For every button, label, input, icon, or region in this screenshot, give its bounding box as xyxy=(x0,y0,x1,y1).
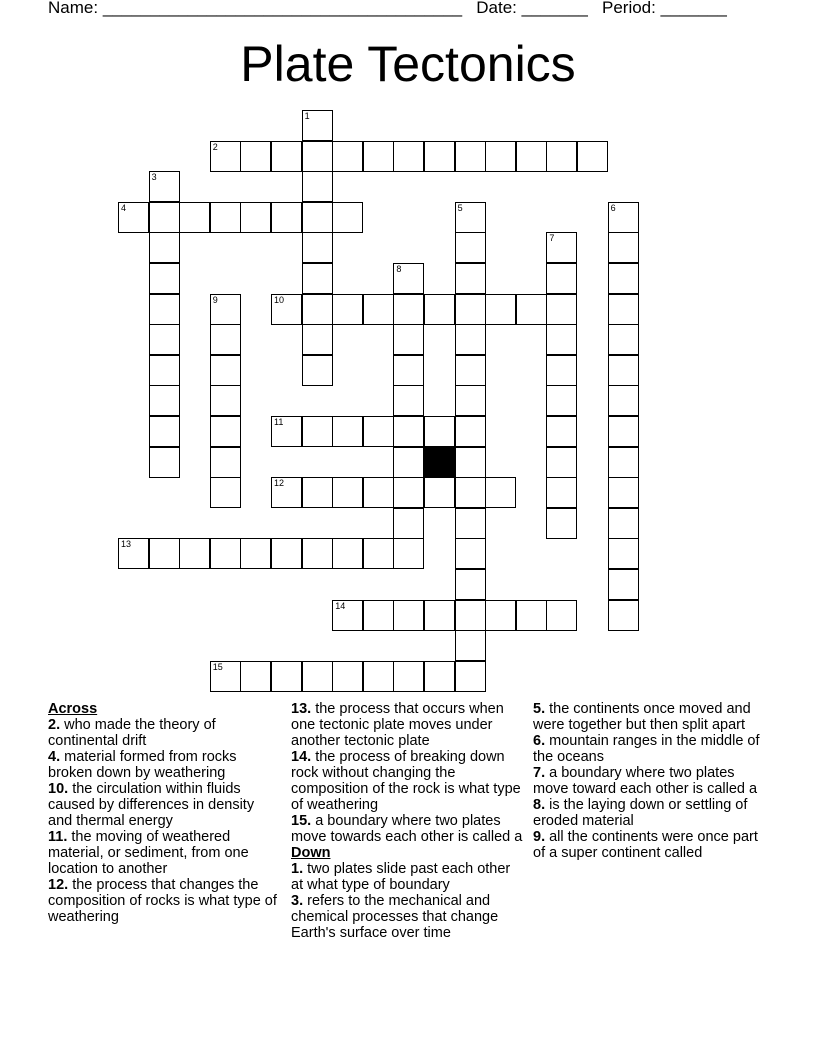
clue-item xyxy=(291,893,523,941)
grid-cell[interactable] xyxy=(149,171,180,202)
grid-cell[interactable] xyxy=(393,538,424,569)
clue-text: mountain ranges in the middle of the oceans xyxy=(533,733,760,765)
grid-cell[interactable] xyxy=(149,355,180,386)
grid-cell[interactable] xyxy=(485,600,516,631)
clue-item xyxy=(533,797,773,829)
clue-number: 6. xyxy=(533,733,546,749)
grid-cell[interactable] xyxy=(608,477,639,508)
clue-text: the process that occurs when one tectonic plate moves under another tectonic plate xyxy=(291,701,504,749)
clue-item xyxy=(533,829,773,861)
clue-number: 9. xyxy=(533,829,546,845)
grid-cell[interactable] xyxy=(332,202,363,233)
clue-item xyxy=(48,717,280,749)
grid-cell[interactable] xyxy=(485,477,516,508)
grid-cell[interactable] xyxy=(363,416,394,447)
grid-cell[interactable] xyxy=(271,661,302,692)
grid-cell[interactable] xyxy=(546,600,577,631)
grid-cell[interactable] xyxy=(393,447,424,478)
grid-cell[interactable] xyxy=(363,294,394,325)
clue-number-label: 11 xyxy=(274,417,284,427)
grid-cell[interactable] xyxy=(608,202,639,233)
grid-cell[interactable] xyxy=(271,416,302,447)
black-cell xyxy=(424,447,455,478)
clues-column-1 xyxy=(48,701,280,925)
grid-cell[interactable] xyxy=(608,538,639,569)
grid-cell[interactable] xyxy=(455,447,486,478)
grid-cell[interactable] xyxy=(271,477,302,508)
across-heading: Across xyxy=(48,701,98,717)
grid-cell[interactable] xyxy=(546,477,577,508)
grid-cell[interactable] xyxy=(149,263,180,294)
clue-item xyxy=(533,701,773,733)
grid-cell[interactable] xyxy=(455,416,486,447)
clue-item xyxy=(291,861,523,893)
clue-number-label: 9 xyxy=(212,294,218,305)
grid-cell[interactable] xyxy=(302,110,333,141)
grid-cell[interactable] xyxy=(271,141,302,172)
grid-cell[interactable] xyxy=(455,661,486,692)
grid-cell[interactable] xyxy=(149,202,180,233)
grid-cell[interactable] xyxy=(271,538,302,569)
grid-cell[interactable] xyxy=(424,661,455,692)
clue-number-label: 8 xyxy=(396,264,402,274)
clue-item xyxy=(291,701,523,749)
grid-cell[interactable] xyxy=(424,416,455,447)
grid-cell[interactable] xyxy=(424,294,455,325)
grid-cell[interactable] xyxy=(332,416,363,447)
grid-cell[interactable] xyxy=(393,141,424,172)
grid-cell[interactable] xyxy=(608,569,639,600)
grid-cell[interactable] xyxy=(516,600,547,631)
clue-text: is the laying down or settling of eroded material xyxy=(533,797,748,829)
grid-cell[interactable] xyxy=(608,294,639,325)
grid-cell[interactable] xyxy=(608,263,639,294)
grid-cell[interactable] xyxy=(149,447,180,478)
grid-cell[interactable] xyxy=(393,355,424,386)
grid-cell[interactable] xyxy=(393,416,424,447)
grid-cell[interactable] xyxy=(240,141,271,172)
grid-cell[interactable] xyxy=(546,385,577,416)
grid-cell[interactable] xyxy=(455,202,486,233)
grid-cell[interactable] xyxy=(516,294,547,325)
grid-cell[interactable] xyxy=(149,538,180,569)
grid-cell[interactable] xyxy=(363,538,394,569)
grid-cell[interactable] xyxy=(302,661,333,692)
clue-text: the continents once moved and were together but then split apart xyxy=(533,701,751,733)
grid-cell[interactable] xyxy=(302,355,333,386)
name-label: Name: xyxy=(48,0,99,17)
clue-item xyxy=(533,765,773,797)
grid-cell[interactable] xyxy=(393,263,424,294)
down-heading: Down xyxy=(291,845,331,861)
grid-cell[interactable] xyxy=(271,294,302,325)
grid-cell[interactable] xyxy=(393,508,424,539)
grid-cell[interactable] xyxy=(485,294,516,325)
clue-text: who made the theory of continental drift xyxy=(48,717,216,749)
clue-number: 11. xyxy=(48,829,68,845)
clue-number-label: 13 xyxy=(121,539,132,550)
clue-number-label: 6 xyxy=(610,202,616,213)
grid-cell[interactable] xyxy=(608,508,639,539)
grid-cell[interactable] xyxy=(332,600,363,631)
grid-cell[interactable] xyxy=(546,263,577,294)
grid-cell[interactable] xyxy=(302,263,333,294)
clue-item xyxy=(533,733,773,765)
clue-text: all the continents were once part of a super continent called xyxy=(533,829,758,861)
grid-cell[interactable] xyxy=(302,416,333,447)
name-blank[interactable]: ______________________________________ xyxy=(102,0,463,17)
clue-item xyxy=(48,829,280,877)
period-blank[interactable]: _______ xyxy=(660,0,727,17)
grid-cell[interactable] xyxy=(546,232,577,263)
grid-cell[interactable] xyxy=(302,232,333,263)
grid-cell[interactable] xyxy=(210,416,241,447)
grid-cell[interactable] xyxy=(455,141,486,172)
grid-cell[interactable] xyxy=(455,385,486,416)
grid-cell[interactable] xyxy=(149,232,180,263)
clue-number-label: 10 xyxy=(274,294,285,305)
clue-text: two plates slide past each other at what type of boundary xyxy=(291,861,511,893)
grid-cell[interactable] xyxy=(363,141,394,172)
grid-cell[interactable] xyxy=(332,294,363,325)
grid-cell[interactable] xyxy=(302,477,333,508)
clue-number-label: 15 xyxy=(212,661,223,672)
clues-column-2 xyxy=(291,701,523,941)
grid-cell[interactable] xyxy=(424,477,455,508)
clue-number-label: 1 xyxy=(304,111,310,121)
grid-cell[interactable] xyxy=(210,355,241,386)
clue-item xyxy=(48,749,280,781)
grid-cell[interactable] xyxy=(332,141,363,172)
clue-item xyxy=(291,813,523,845)
clue-number: 2. xyxy=(48,717,61,733)
grid-cell[interactable] xyxy=(393,661,424,692)
grid-cell[interactable] xyxy=(393,385,424,416)
grid-cell[interactable] xyxy=(608,600,639,631)
grid-cell[interactable] xyxy=(179,202,210,233)
clue-text: the circulation within fluids caused by differences in density and thermal energy xyxy=(48,781,255,829)
clue-number: 5. xyxy=(533,701,546,717)
grid-cell[interactable] xyxy=(455,477,486,508)
clue-number: 12. xyxy=(48,877,69,893)
clue-number-label: 14 xyxy=(335,600,346,611)
grid-cell[interactable] xyxy=(455,232,486,263)
grid-cell[interactable] xyxy=(424,600,455,631)
grid-cell[interactable] xyxy=(393,477,424,508)
clue-text: a boundary where two plates move toward each other is called a xyxy=(533,765,758,797)
grid-cell[interactable] xyxy=(363,600,394,631)
period-label: Period: xyxy=(602,0,656,17)
grid-cell[interactable] xyxy=(546,416,577,447)
clue-item xyxy=(291,749,523,813)
grid-cell[interactable] xyxy=(608,355,639,386)
grid-cell[interactable] xyxy=(118,202,149,233)
clue-item xyxy=(48,877,280,925)
grid-cell[interactable] xyxy=(302,202,333,233)
grid-cell[interactable] xyxy=(455,294,486,325)
clue-number: 8. xyxy=(533,797,546,813)
clue-number: 15. xyxy=(291,813,312,829)
clue-text: the process that changes the composition of rocks is what type of weathering xyxy=(48,877,277,925)
grid-cell[interactable] xyxy=(546,294,577,325)
grid-cell[interactable] xyxy=(149,416,180,447)
grid-cell[interactable] xyxy=(393,600,424,631)
clue-number: 13. xyxy=(291,701,312,717)
grid-cell[interactable] xyxy=(608,385,639,416)
grid-cell[interactable] xyxy=(546,447,577,478)
grid-cell[interactable] xyxy=(210,538,241,569)
clue-number-label: 12 xyxy=(274,478,285,489)
grid-cell[interactable] xyxy=(485,141,516,172)
grid-cell[interactable] xyxy=(240,661,271,692)
grid-cell[interactable] xyxy=(210,324,241,355)
clue-text: the process of breaking down rock without changing the composition of the rock is what type of weathering xyxy=(291,749,521,813)
clue-number: 1. xyxy=(291,861,304,877)
grid-cell[interactable] xyxy=(210,141,241,172)
grid-cell[interactable] xyxy=(210,294,241,325)
grid-cell[interactable] xyxy=(546,355,577,386)
grid-cell[interactable] xyxy=(455,569,486,600)
grid-cell[interactable] xyxy=(302,294,333,325)
grid-cell[interactable] xyxy=(455,324,486,355)
clue-text: a boundary where two plates move towards each other is called a xyxy=(291,813,523,845)
grid-cell[interactable] xyxy=(149,294,180,325)
clue-text: material formed from rocks broken down by weathering xyxy=(48,749,237,781)
page-title: Plate Tectonics xyxy=(240,36,576,92)
clue-number: 3. xyxy=(291,893,304,909)
grid-cell[interactable] xyxy=(455,263,486,294)
clue-number-label: 2 xyxy=(212,141,218,152)
grid-cell[interactable] xyxy=(210,477,241,508)
grid-cell[interactable] xyxy=(240,538,271,569)
clue-number: 10. xyxy=(48,781,69,797)
grid-cell[interactable] xyxy=(118,538,149,569)
grid-cell[interactable] xyxy=(546,508,577,539)
clues-column-3 xyxy=(533,701,773,861)
clue-number: 7. xyxy=(533,765,546,781)
clue-number: 14. xyxy=(291,749,312,765)
grid-cell[interactable] xyxy=(455,600,486,631)
grid-cell[interactable] xyxy=(363,661,394,692)
date-label: Date: xyxy=(476,0,517,17)
grid-cell[interactable] xyxy=(455,508,486,539)
grid-cell[interactable] xyxy=(546,141,577,172)
grid-cell[interactable] xyxy=(210,202,241,233)
grid-cell[interactable] xyxy=(210,661,241,692)
date-blank[interactable]: _______ xyxy=(521,0,588,17)
grid-cell[interactable] xyxy=(332,661,363,692)
clue-item xyxy=(48,781,280,829)
grid-cell[interactable] xyxy=(302,324,333,355)
grid-cell[interactable] xyxy=(608,324,639,355)
clue-text: refers to the mechanical and chemical processes that change Earth's surface over time xyxy=(291,893,499,941)
grid-cell[interactable] xyxy=(332,538,363,569)
grid-cell[interactable] xyxy=(393,294,424,325)
grid-cell[interactable] xyxy=(210,385,241,416)
grid-cell[interactable] xyxy=(455,355,486,386)
grid-cell[interactable] xyxy=(302,141,333,172)
grid-cell[interactable] xyxy=(332,477,363,508)
clue-number-label: 7 xyxy=(549,233,555,244)
clue-number-label: 3 xyxy=(151,172,157,183)
grid-cell[interactable] xyxy=(577,141,608,172)
grid-cell[interactable] xyxy=(516,141,547,172)
grid-cell[interactable] xyxy=(608,232,639,263)
grid-cell[interactable] xyxy=(210,447,241,478)
grid-cell[interactable] xyxy=(608,447,639,478)
clue-text: the moving of weathered material, or sediment, from one location to another xyxy=(48,829,249,877)
grid-cell[interactable] xyxy=(302,538,333,569)
clue-number: 4. xyxy=(48,749,61,765)
grid-cell[interactable] xyxy=(424,141,455,172)
grid-cell[interactable] xyxy=(393,324,424,355)
grid-cell[interactable] xyxy=(149,385,180,416)
clue-number-label: 5 xyxy=(457,202,463,213)
grid-cell[interactable] xyxy=(546,324,577,355)
grid-cell[interactable] xyxy=(608,416,639,447)
grid-cell[interactable] xyxy=(455,630,486,661)
clue-number-label: 4 xyxy=(121,202,127,213)
grid-cell[interactable] xyxy=(240,202,271,233)
grid-cell[interactable] xyxy=(149,324,180,355)
grid-cell[interactable] xyxy=(302,171,333,202)
grid-cell[interactable] xyxy=(363,477,394,508)
grid-cell[interactable] xyxy=(271,202,302,233)
grid-cell[interactable] xyxy=(455,538,486,569)
grid-cell[interactable] xyxy=(179,538,210,569)
